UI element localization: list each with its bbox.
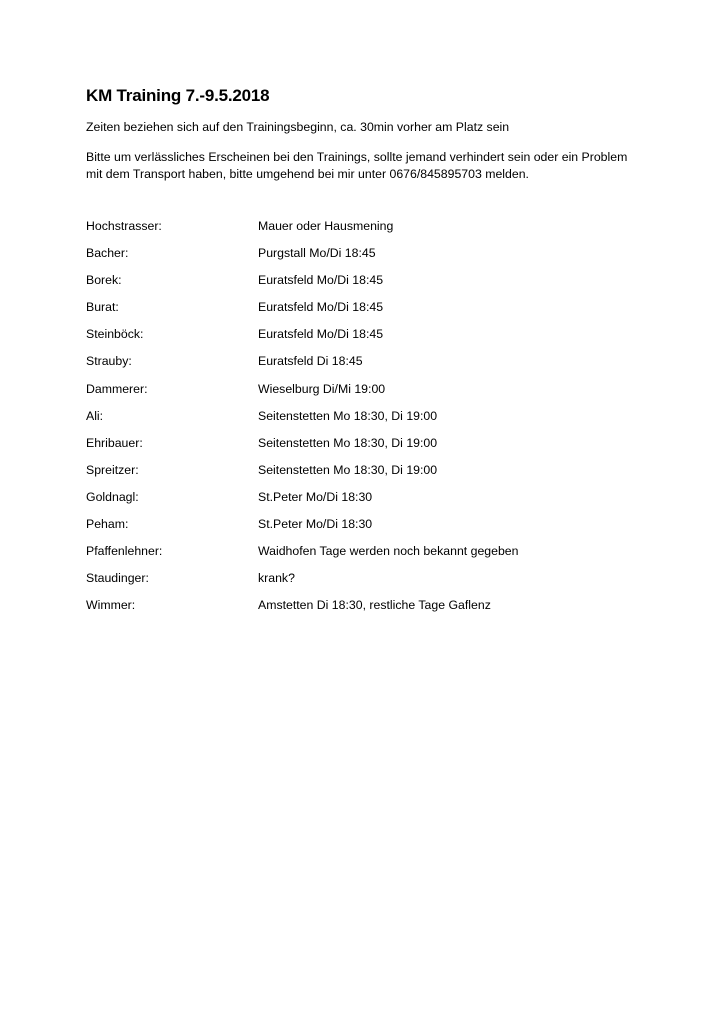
training-location: Seitenstetten Mo 18:30, Di 19:00 [258,462,438,477]
list-item [86,489,519,516]
training-location: St.Peter Mo/Di 18:30 [258,489,373,504]
notice-text [86,149,686,182]
training-location: Purgstall Mo/Di 18:45 [258,246,376,261]
training-location: Mauer oder Hausmening [258,219,394,233]
training-location: Seitenstetten Mo 18:30, Di 19:00 [258,408,438,423]
player-name: Ali: [86,408,104,423]
training-location: Euratsfeld Mo/Di 18:45 [258,327,384,342]
list-item [86,408,519,435]
list-item [86,435,519,462]
player-name: Staudinger: [86,571,149,586]
player-name: Peham: [86,517,129,532]
list-item [86,570,519,597]
player-name: Bacher: [86,246,129,261]
player-name: Strauby: [86,354,132,369]
page-title: KM Training 7.-9.5.2018 [86,86,270,105]
list-item [86,218,519,245]
training-location: Euratsfeld Mo/Di 18:45 [258,273,384,288]
player-name: Burat: [86,300,119,315]
list-item [86,299,519,326]
list-item [86,326,519,353]
player-name: Spreitzer: [86,462,139,477]
player-name: Dammerer: [86,381,148,396]
player-name: Goldnagl: [86,489,139,504]
training-location: Amstetten Di 18:30, restliche Tage Gaflenz [258,598,491,613]
training-schedule-list [86,218,519,624]
list-item [86,543,519,570]
list-item [86,516,519,543]
list-item [86,245,519,272]
training-location: St.Peter Mo/Di 18:30 [258,517,373,532]
list-item [86,353,519,380]
training-location: krank? [258,571,295,586]
notice-line-1: Bitte um verlässliches Erscheinen bei den Trainings, sollte jemand verhindert sein oder ein Problem [86,150,628,164]
player-name: Borek: [86,273,122,288]
training-location: Euratsfeld Mo/Di 18:45 [258,300,384,315]
notice-line-2: mit dem Transport haben, bitte umgehend bei mir unter 0676/845895703 melden. [86,166,529,181]
list-item [86,381,519,408]
player-name: Pfaffenlehner: [86,544,163,559]
player-name: Wimmer: [86,598,136,613]
player-name: Ehribauer: [86,435,143,450]
list-item [86,597,519,624]
list-item [86,462,519,489]
list-item [86,272,519,299]
player-name: Hochstrasser: [86,219,162,233]
training-location: Seitenstetten Mo 18:30, Di 19:00 [258,435,438,450]
training-location: Waidhofen Tage werden noch bekannt gegeben [258,544,519,559]
training-location: Euratsfeld Di 18:45 [258,354,363,369]
intro-text: Zeiten beziehen sich auf den Trainingsbeginn, ca. 30min vorher am Platz sein [86,120,510,134]
training-location: Wieselburg Di/Mi 19:00 [258,381,386,396]
player-name: Steinböck: [86,327,144,342]
